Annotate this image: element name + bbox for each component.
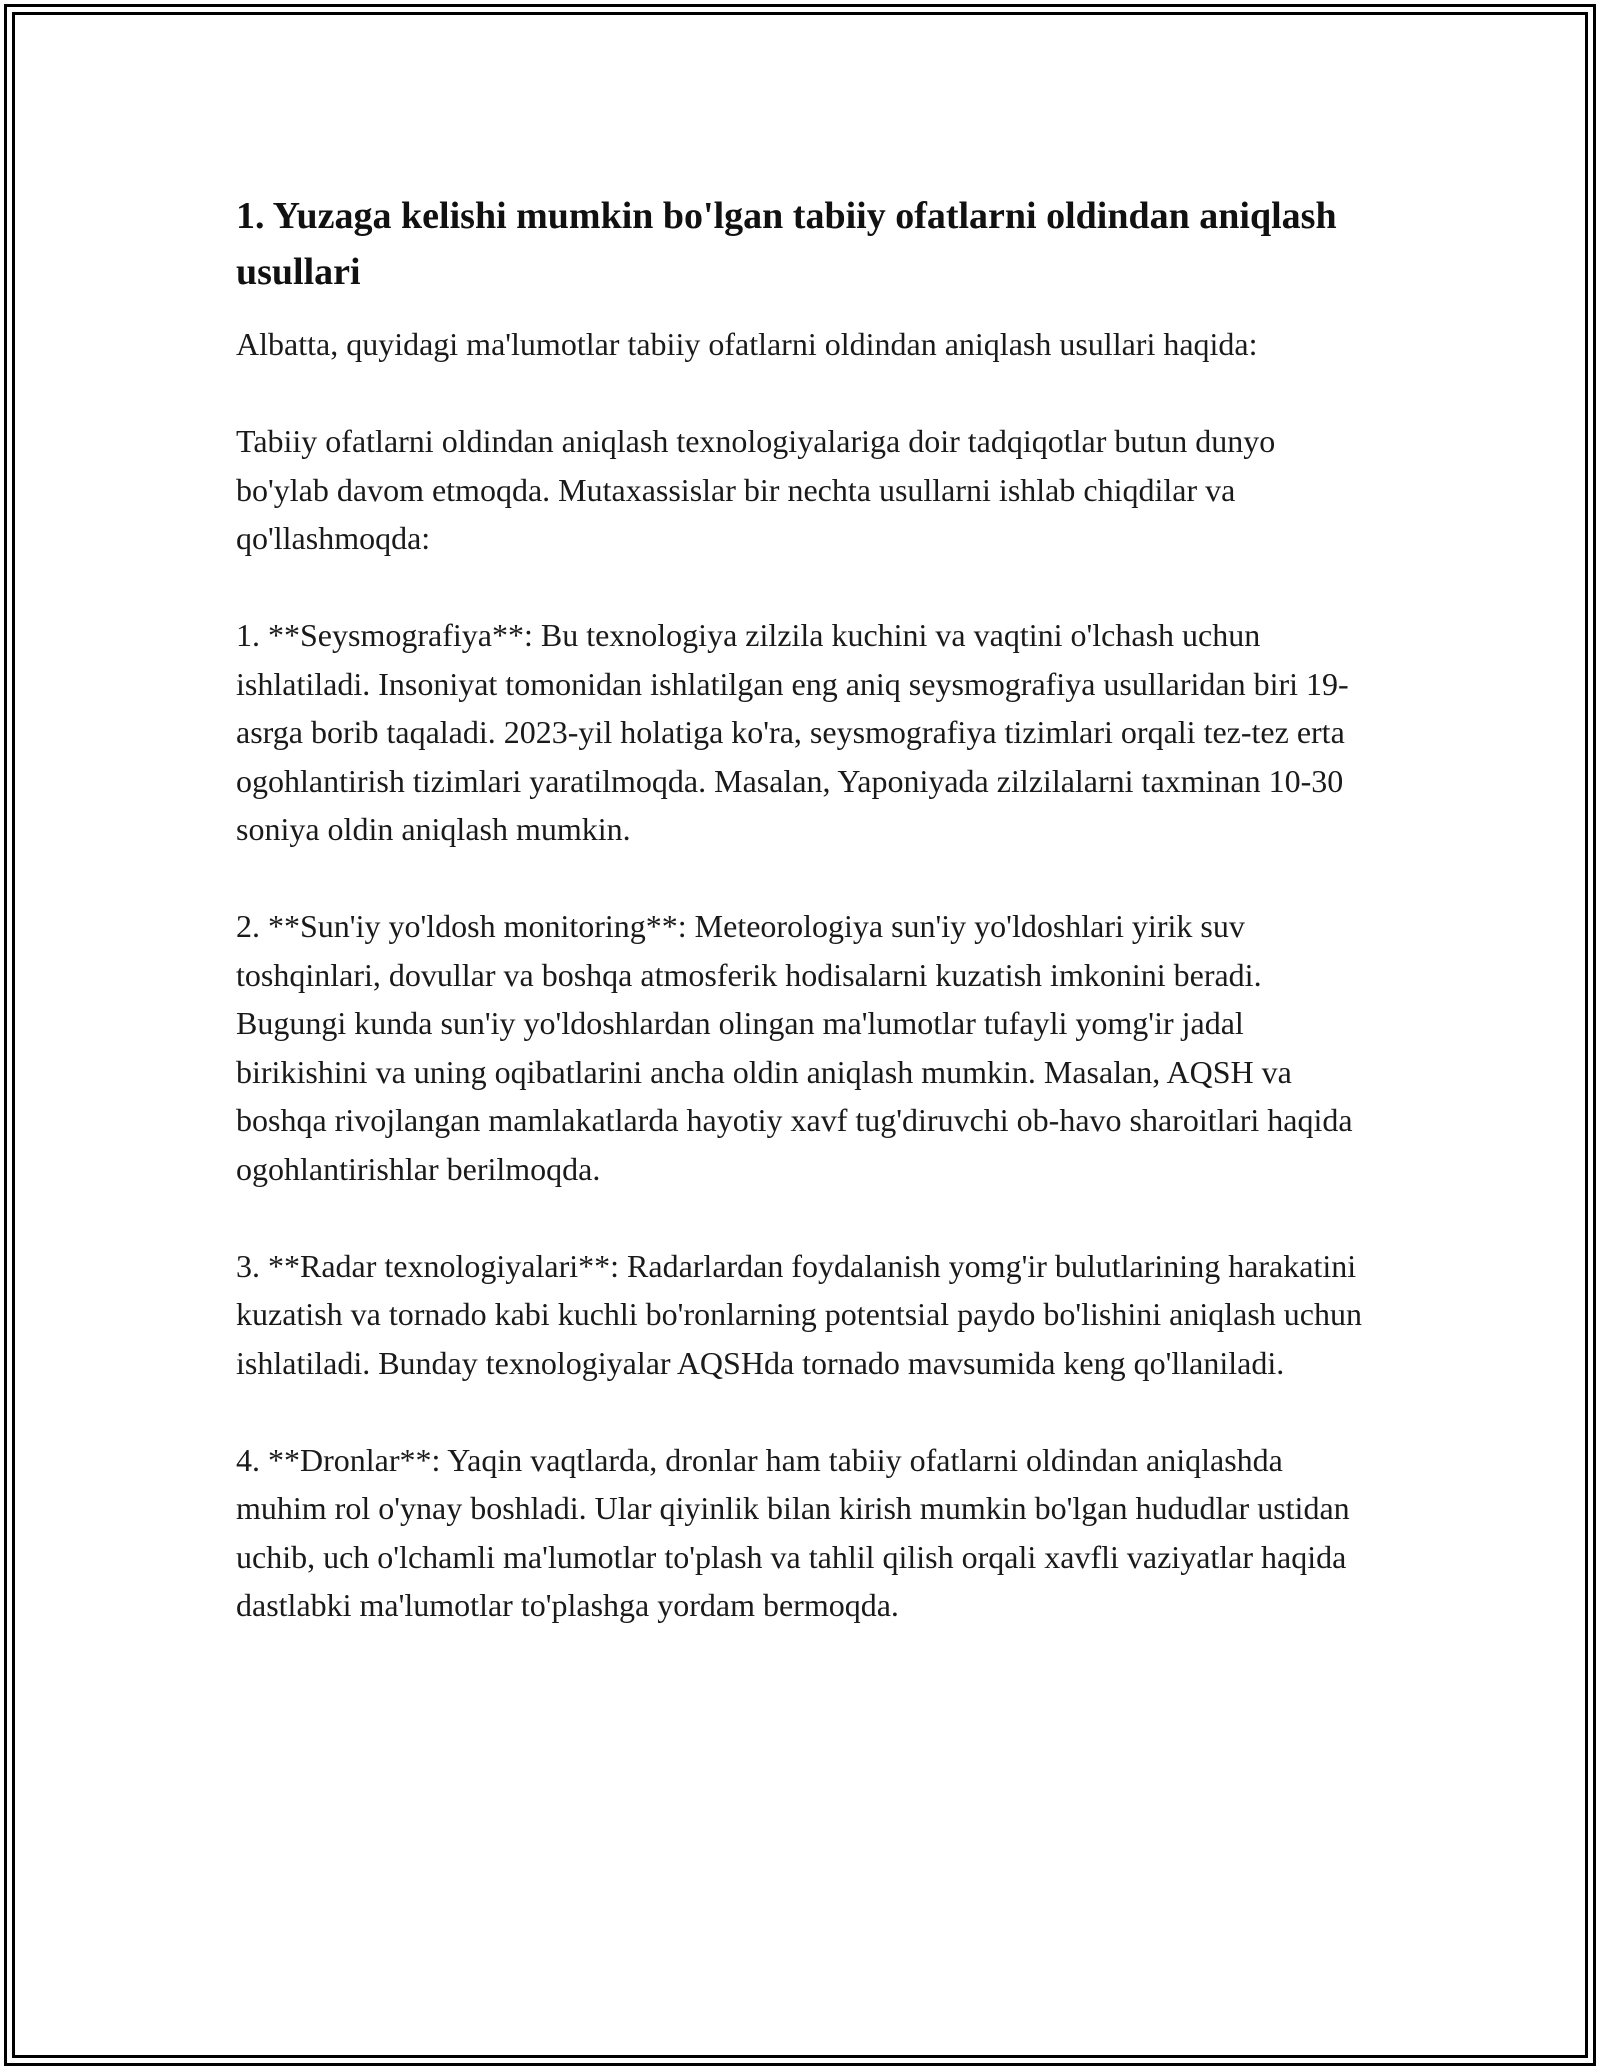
document-body — [236, 188, 1366, 1630]
method-satellite-paragraph: 2. **Sun'iy yo'ldosh monitoring**: Meteorologiya sun'iy yo'ldoshlari yirik suv toshqinlari, dovullar va boshqa atmosferik hodisalarni kuzatish imkonini beradi. Bugungi kunda sun'iy yo'ldoshlardan olingan ma'lumotlar tufayli yomg'ir jadal birikishini va uning oqibatlarini ancha oldin aniqlash mumkin. Masalan, AQSH va boshqa rivojlangan mamlakatlarda hayotiy xavf tug'diruvchi ob-havo sharoitlari haqida ogohlantirishlar berilmoqda. — [236, 908, 1353, 1187]
method-radar-paragraph: 3. **Radar texnologiyalari**: Radarlardan foydalanish yomg'ir bulutlarining harakatini kuzatish va tornado kabi kuchli bo'ronlarning potentsial paydo bo'lishini aniqlash uchun ishlatiladi. Bunday texnologiyalar AQSHda tornado mavsumida keng qo'llaniladi. — [236, 1247, 1362, 1381]
section-heading: 1. Yuzaga kelishi mumkin bo'lgan tabiiy ofatlarni oldindan aniqlash usullari — [236, 195, 1337, 293]
intro-paragraph: Albatta, quyidagi ma'lumotlar tabiiy ofatlarni oldindan aniqlash usullari haqida: — [236, 326, 1258, 362]
method-seismography-paragraph: 1. **Seysmografiya**: Bu texnologiya zilzila kuchini va vaqtini o'lchash uchun ishlatiladi. Insoniyat tomonidan ishlatilgan eng aniq seysmografiya usullaridan biri 19-asrga borib taqaladi. 2023-yil holatiga ko'ra, seysmografiya tizimlari orqali tez-tez erta ogohlantirish tizimlari yaratilmoqda. Masalan, Yaponiyada zilzilalarni taxminan 10-30 soniya oldin aniqlash mumkin. — [236, 617, 1349, 847]
context-paragraph: Tabiiy ofatlarni oldindan aniqlash texnologiyalariga doir tadqiqotlar butun dunyo bo'ylab davom etmoqda. Mutaxassislar bir nechta usullarni ishlab chiqdilar va qo'llashmoqda: — [236, 423, 1276, 556]
method-drones-paragraph: 4. **Dronlar**: Yaqin vaqtlarda, dronlar ham tabiiy ofatlarni oldindan aniqlashda muhim rol o'ynay boshladi. Ular qiyinlik bilan kirish mumkin bo'lgan hududlar ustidan uchib, uch o'lchamli ma'lumotlar to'plash va tahlil qilish orqali xavfli vaziyatlar haqida dastlabki ma'lumotlar to'plashga yordam bermoqda. — [236, 1441, 1350, 1623]
